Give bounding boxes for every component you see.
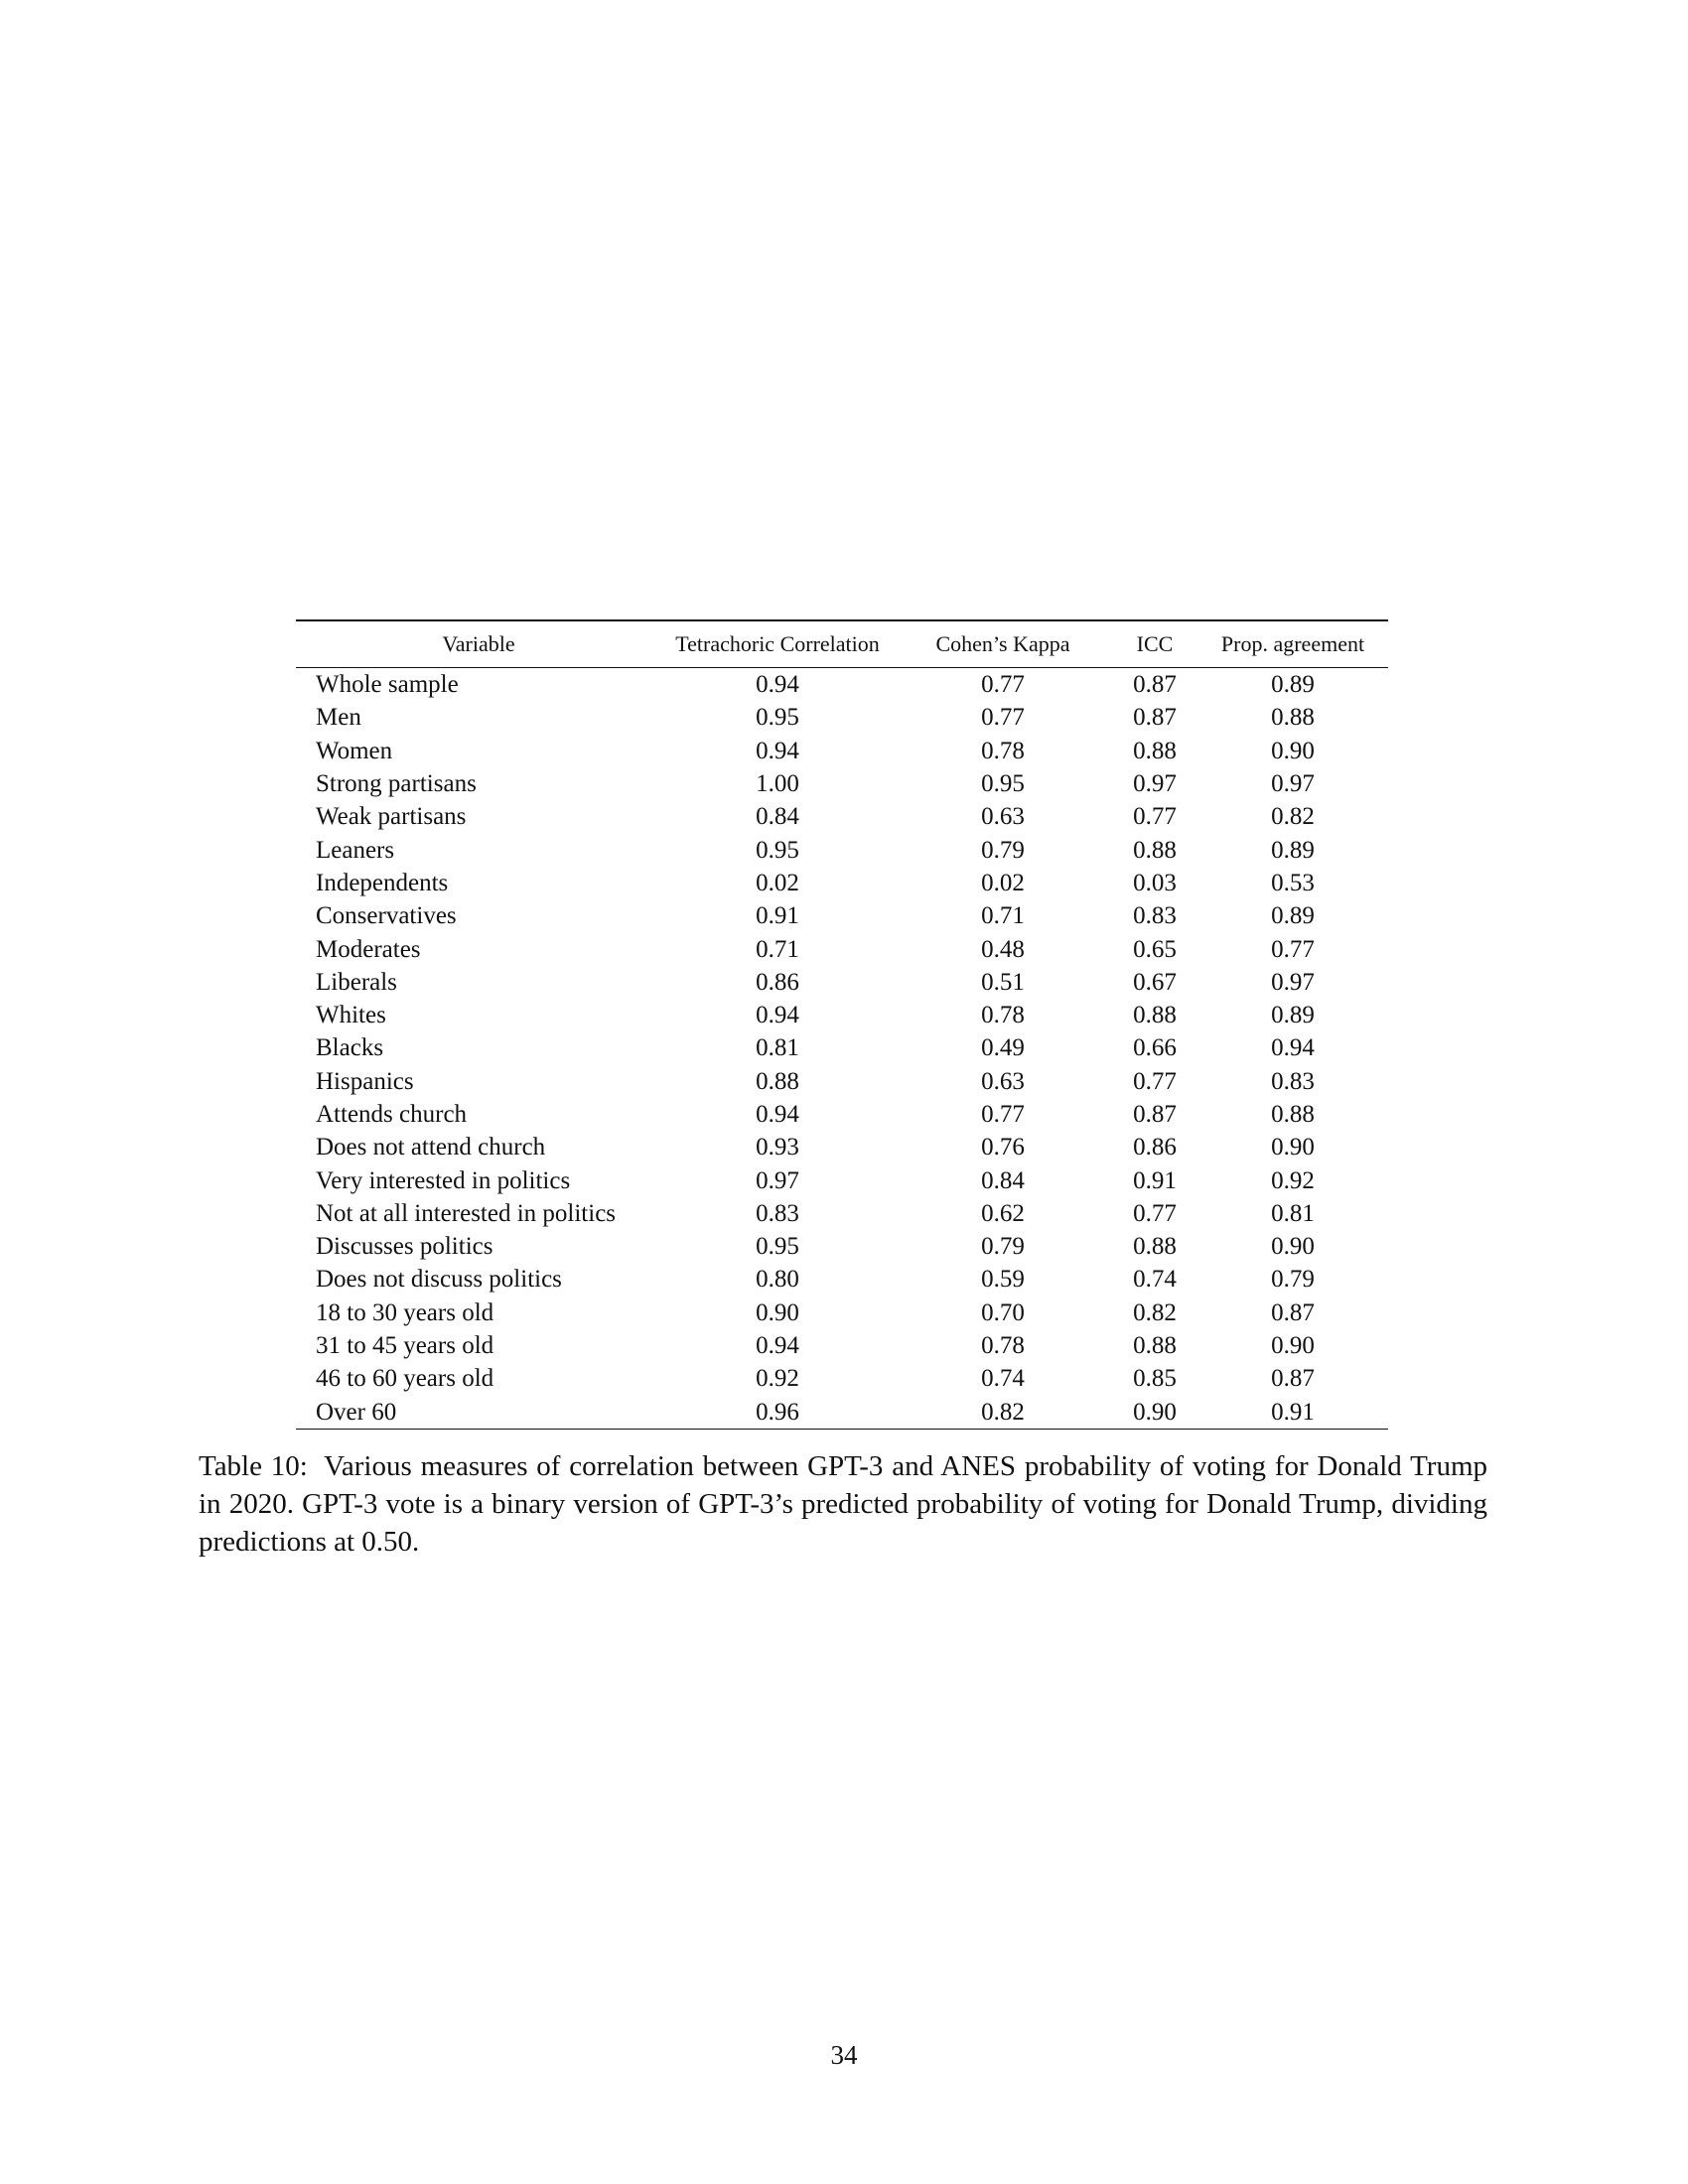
table-cell: 0.95: [756, 1233, 799, 1261]
table-cell: 0.77: [1271, 935, 1315, 963]
table-cell: 0.88: [1133, 737, 1177, 764]
table-row: [296, 833, 1388, 866]
table-cell: 0.59: [981, 1266, 1025, 1294]
page-number: 34: [830, 2040, 858, 2070]
table-cell: 0.90: [1271, 1134, 1315, 1161]
table-cell: 0.87: [1133, 704, 1177, 732]
row-label: Very interested in politics: [316, 1166, 571, 1194]
table-cell: 0.85: [1133, 1365, 1177, 1393]
table-cell: 0.74: [1133, 1266, 1177, 1294]
table-cell: 0.90: [1271, 737, 1315, 764]
correlation-table: [296, 619, 1388, 1430]
row-label: Hispanics: [316, 1067, 414, 1095]
table-cell: 0.84: [981, 1166, 1025, 1194]
row-label: Over 60: [316, 1398, 397, 1426]
table-row: [296, 1065, 1388, 1098]
row-label: Leaners: [316, 836, 395, 864]
table-cell: 0.71: [981, 902, 1025, 930]
table-cell: 0.77: [1133, 803, 1177, 831]
row-label: Strong partisans: [316, 770, 477, 798]
table-cell: 0.94: [756, 671, 799, 699]
table-cell: 0.77: [981, 671, 1025, 699]
table-row: [296, 800, 1388, 833]
table-cell: 0.78: [981, 737, 1025, 764]
row-label: 31 to 45 years old: [316, 1332, 494, 1360]
header-icc: ICC: [1136, 631, 1174, 656]
table-cell: 0.89: [1271, 902, 1315, 930]
table-header-row: [296, 620, 1388, 668]
table-cell: 0.90: [756, 1298, 799, 1326]
table-cell: 0.88: [1133, 1332, 1177, 1360]
table-cell: 0.87: [1271, 1298, 1315, 1326]
row-label: Independents: [316, 869, 449, 896]
table-cell: 0.94: [756, 1332, 799, 1360]
table-cell: 1.00: [756, 770, 799, 798]
row-label: Liberals: [316, 968, 397, 996]
table-cell: 0.95: [756, 704, 799, 732]
table-cell: 0.77: [1133, 1199, 1177, 1227]
table-cell: 0.63: [981, 803, 1025, 831]
table-cell: 0.89: [1271, 671, 1315, 699]
row-label: 46 to 60 years old: [316, 1365, 494, 1393]
table-row: [296, 999, 1388, 1031]
table-cell: 0.97: [756, 1166, 799, 1194]
table-row: [296, 1263, 1388, 1296]
table-cell: 0.93: [756, 1134, 799, 1161]
table-cell: 0.97: [1271, 770, 1315, 798]
table-cell: 0.96: [756, 1398, 799, 1426]
table-cell: 0.84: [756, 803, 799, 831]
table-cell: 0.87: [1133, 1101, 1177, 1128]
table-cell: 0.94: [756, 1002, 799, 1029]
table-cell: 0.91: [1271, 1398, 1315, 1426]
table-row: [296, 1197, 1388, 1230]
header-prop-agreement: Prop. agreement: [1220, 631, 1365, 656]
table-cell: 0.88: [1133, 1002, 1177, 1029]
table-cell: 0.02: [756, 869, 799, 896]
table-row: [296, 767, 1388, 800]
row-label: Does not discuss politics: [316, 1266, 562, 1294]
table-cell: 0.82: [1271, 803, 1315, 831]
table-row: [296, 1131, 1388, 1163]
table-row: [296, 1396, 1388, 1430]
row-label: Attends church: [316, 1101, 468, 1128]
table-cell: 0.81: [1271, 1199, 1315, 1227]
table-cell: 0.91: [1133, 1166, 1177, 1194]
header-tetrachoric-correlation: Tetrachoric Correlation: [675, 631, 880, 656]
table-cell: 0.92: [756, 1365, 799, 1393]
table-cell: 0.53: [1271, 869, 1315, 896]
table-cell: 0.94: [756, 737, 799, 764]
table-cell: 0.90: [1133, 1398, 1177, 1426]
table-row: [296, 932, 1388, 965]
table-cell: 0.94: [756, 1101, 799, 1128]
table-cell: 0.48: [981, 935, 1025, 963]
table-cell: 0.87: [1133, 671, 1177, 699]
table-row: [296, 668, 1388, 702]
table-cell: 0.83: [1271, 1067, 1315, 1095]
row-label: Whites: [316, 1002, 386, 1029]
row-label: Blacks: [316, 1034, 384, 1062]
header-variable: Variable: [442, 631, 515, 656]
table-cell: 0.77: [1133, 1067, 1177, 1095]
table-cell: 0.92: [1271, 1166, 1315, 1194]
row-label: Whole sample: [316, 671, 459, 699]
table-row: [296, 899, 1388, 932]
table-cell: 0.79: [1271, 1266, 1315, 1294]
table-cell: 0.03: [1133, 869, 1177, 896]
table-row: [296, 1329, 1388, 1362]
table-cell: 0.77: [981, 1101, 1025, 1128]
table-row: [296, 701, 1388, 734]
table-row: [296, 1297, 1388, 1329]
table-cell: 0.78: [981, 1332, 1025, 1360]
table-cell: 0.70: [981, 1298, 1025, 1326]
table-cell: 0.95: [981, 770, 1025, 798]
row-label: Women: [316, 737, 393, 764]
table-cell: 0.88: [1271, 1101, 1315, 1128]
row-label: 18 to 30 years old: [316, 1298, 494, 1326]
table-cell: 0.77: [981, 704, 1025, 732]
table-cell: 0.66: [1133, 1034, 1177, 1062]
table-cell: 0.86: [1133, 1134, 1177, 1161]
table-row: [296, 867, 1388, 899]
table-cell: 0.83: [756, 1199, 799, 1227]
table-cell: 0.97: [1133, 770, 1177, 798]
table-cell: 0.88: [1271, 704, 1315, 732]
row-label: Moderates: [316, 935, 421, 963]
table-cell: 0.86: [756, 968, 799, 996]
table-cell: 0.74: [981, 1365, 1025, 1393]
caption-label: Table 10:: [199, 1450, 308, 1482]
table-caption: [199, 1447, 1487, 1561]
table-cell: 0.02: [981, 869, 1025, 896]
table-cell: 0.76: [981, 1134, 1025, 1161]
row-label: Not at all interested in politics: [316, 1199, 617, 1227]
table-cell: 0.83: [1133, 902, 1177, 930]
row-label: Does not attend church: [316, 1134, 546, 1161]
table-cell: 0.95: [756, 836, 799, 864]
table-cell: 0.94: [1271, 1034, 1315, 1062]
table-cell: 0.51: [981, 968, 1025, 996]
table-cell: 0.90: [1271, 1332, 1315, 1360]
row-label: Weak partisans: [316, 803, 467, 831]
table-cell: 0.89: [1271, 1002, 1315, 1029]
table-cell: 0.88: [1133, 1233, 1177, 1261]
table-cell: 0.79: [981, 1233, 1025, 1261]
row-label: Discusses politics: [316, 1233, 493, 1261]
table-cell: 0.90: [1271, 1233, 1315, 1261]
table-cell: 0.81: [756, 1034, 799, 1062]
header-cohens-kappa: Cohen’s Kappa: [935, 631, 1070, 656]
table-cell: 0.79: [981, 836, 1025, 864]
table-cell: 0.88: [1133, 836, 1177, 864]
table-cell: 0.62: [981, 1199, 1025, 1227]
table-cell: 0.65: [1133, 935, 1177, 963]
table-row: [296, 1163, 1388, 1196]
table-cell: 0.91: [756, 902, 799, 930]
table-body: [296, 668, 1388, 1430]
row-label: Conservatives: [316, 902, 457, 930]
table-cell: 0.71: [756, 935, 799, 963]
table-row: [296, 1362, 1388, 1395]
table-row: [296, 1098, 1388, 1131]
table-cell: 0.78: [981, 1002, 1025, 1029]
table-row: [296, 1230, 1388, 1263]
table-cell: 0.82: [981, 1398, 1025, 1426]
table-cell: 0.80: [756, 1266, 799, 1294]
caption-text: Various measures of correlation between GPT-3 and ANES probability of voting for Donald Trump in 2020. GPT-3 vote is a binary version of GPT-3’s predicted probability of voting for Donald Trump, dividing predictions at 0.50.: [199, 1450, 1488, 1558]
table-row: [296, 1031, 1388, 1064]
table-row: [296, 966, 1388, 999]
table-cell: 0.63: [981, 1067, 1025, 1095]
correlation-table-container: [296, 619, 1388, 1430]
table-cell: 0.87: [1271, 1365, 1315, 1393]
row-label: Men: [316, 704, 361, 732]
table-cell: 0.88: [756, 1067, 799, 1095]
table-cell: 0.97: [1271, 968, 1315, 996]
table-cell: 0.67: [1133, 968, 1177, 996]
table-cell: 0.89: [1271, 836, 1315, 864]
table-row: [296, 735, 1388, 767]
table-cell: 0.49: [981, 1034, 1025, 1062]
table-cell: 0.82: [1133, 1298, 1177, 1326]
